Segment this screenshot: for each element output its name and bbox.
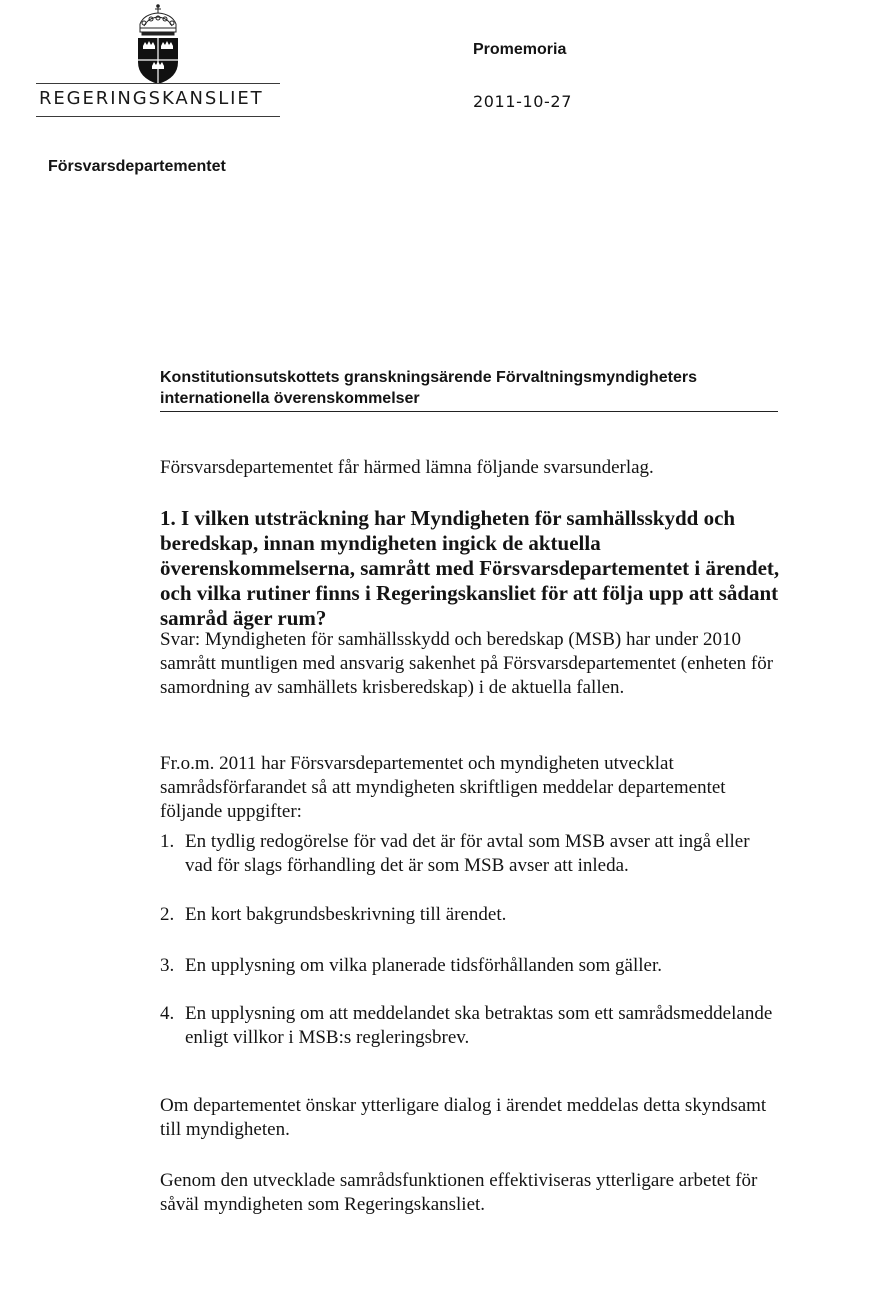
list-item	[160, 1002, 780, 1050]
list-item-text: En tydlig redogörelse för vad det är för avtal som MSB avser att ingå eller vad för slags förhandling det är som MSB avser att inleda.	[185, 831, 750, 876]
list-item-number: 2.	[160, 904, 175, 925]
organization-name: REGERINGSKANSLIET	[39, 88, 264, 109]
numbered-list	[160, 903, 780, 927]
government-logo	[30, 4, 280, 124]
logo-bottom-rule	[36, 116, 280, 117]
numbered-list	[160, 1002, 780, 1050]
closing-paragraph-2: Genom den utvecklade samrådsfunktionen effektiviseras ytterligare arbetet för såväl myndigheten som Regeringskansliet.	[160, 1170, 758, 1215]
subject-heading: Konstitutionsutskottets granskningsärende Förvaltningsmyndigheters internationella överenskommelser	[160, 367, 778, 412]
coat-of-arms-icon	[130, 4, 186, 88]
numbered-list	[160, 830, 780, 878]
list-item-number: 1.	[160, 831, 175, 852]
logo-top-rule	[36, 83, 280, 84]
closing-paragraph-1: Om departementet önskar ytterligare dialog i ärendet meddelas detta skyndsamt till myndigheten.	[160, 1095, 767, 1140]
list-item	[160, 830, 780, 878]
list-item	[160, 903, 780, 927]
document-date: 2011-10-27	[473, 92, 572, 111]
list-item-text: En upplysning om vilka planerade tidsförhållanden som gäller.	[185, 955, 663, 976]
list-item-text: En upplysning om att meddelandet ska betraktas som ett samrådsmeddelande enligt villkor i MSB:s regleringsbrev.	[185, 1003, 773, 1048]
question-paragraph: 1. I vilken utsträckning har Myndigheten för samhällsskydd och beredskap, innan myndigheten ingick de aktuella överenskommelserna, samrått med Försvarsdepartementet i ärendet, och vilka rutiner finns i Regeringskansliet för att följa upp att sådant samråd äger rum?	[160, 506, 780, 630]
answer-paragraph-2: Fr.o.m. 2011 har Försvarsdepartementet och myndigheten utvecklat samrådsförfarandet så att myndigheten skriftligen meddelar departementet följande uppgifter:	[160, 753, 726, 822]
list-item-number: 3.	[160, 955, 175, 976]
document-type: Promemoria	[473, 41, 567, 58]
answer-paragraph-1: Svar: Myndigheten för samhällsskydd och beredskap (MSB) har under 2010 samrått muntligen med ansvarig sakenhet på Försvarsdepartementet (enheten för samordning av samhällets krisberedskap) i de aktuella fallen.	[160, 629, 774, 698]
intro-paragraph: Försvarsdepartementet får härmed lämna följande svarsunderlag.	[160, 457, 654, 478]
department-name: Försvarsdepartementet	[48, 158, 226, 175]
numbered-list	[160, 954, 780, 978]
list-item-number: 4.	[160, 1003, 175, 1024]
list-item-text: En kort bakgrundsbeskrivning till ärendet.	[185, 904, 507, 925]
list-item	[160, 954, 780, 978]
